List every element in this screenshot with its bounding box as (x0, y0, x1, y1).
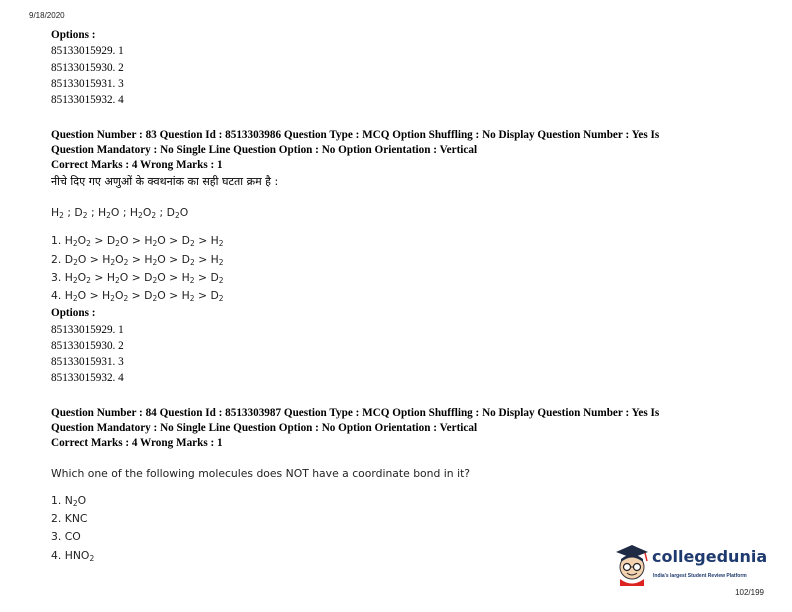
option-item: 85133015930. 2 (51, 61, 124, 74)
answer-choice: 2. $D_2O > H_2O_2 > H_2O > D_2 > H_2$ (51, 252, 224, 267)
option-item: 85133015931. 3 (51, 356, 124, 369)
top-options-block (51, 28, 741, 108)
logo-wordmark: collegedunia (652, 547, 768, 566)
question-marks: Correct Marks : 4 Wrong Marks : 1 (51, 436, 223, 449)
option-list (51, 43, 741, 108)
molecule-list: $H_2$ ; $D_2$ ; $H_2O$ ; $H_2O_2$ ; $D_2O$ (51, 206, 189, 221)
print-date: 9/18/2020 (29, 11, 65, 20)
option-item: 85133015932. 4 (51, 372, 124, 385)
option-item: 85133015929. 1 (51, 323, 124, 336)
page-content (51, 28, 741, 565)
logo-tagline: India's largest Student Review Platform (653, 573, 747, 579)
answer-choice: 1. $H_2O_2 > D_2O > H_2O > D_2 > H_2$ (51, 234, 224, 249)
answer-choice: 3. $H_2O_2 > H_2O > D_2O > H_2 > D_2$ (51, 270, 224, 285)
question-83 (51, 128, 741, 386)
question-header-line: Question Number : 84 Question Id : 8513303987 Question Type : MCQ Option Shuffling : No Display Question Number : Yes Is (51, 406, 660, 419)
answer-choice: 1. $N_2O$ (51, 493, 87, 508)
answer-choice: 4. $H_2O > H_2O_2 > D_2O > H_2 > D_2$ (51, 289, 224, 304)
mascot-icon (612, 542, 652, 586)
option-item: 85133015930. 2 (51, 340, 124, 353)
question-84 (51, 406, 741, 565)
question-header-line: Question Mandatory : No Single Line Question Option : No Option Orientation : Vertical (51, 144, 478, 157)
page-number: 102/199 (735, 588, 764, 597)
question-text: नीचे दिए गए अणुओं के क्वथनांक का सही घटता क्रम है : (51, 175, 279, 189)
answer-choice: 2. KNC (51, 511, 88, 525)
option-item: 85133015931. 3 (51, 77, 124, 90)
option-list (51, 322, 741, 387)
options-label: Options : (51, 29, 96, 41)
answer-choice: 4. $HNO_2$ (51, 548, 95, 563)
question-text: Which one of the following molecules does NOT have a coordinate bond in it? (51, 466, 471, 480)
collegedunia-logo (612, 542, 768, 590)
answer-choices (51, 232, 741, 305)
option-item: 85133015932. 4 (51, 94, 124, 107)
question-header-line: Question Number : 83 Question Id : 8513303986 Question Type : MCQ Option Shuffling : No Display Question Number : Yes Is (51, 129, 660, 142)
question-marks: Correct Marks : 4 Wrong Marks : 1 (51, 159, 223, 172)
option-item: 85133015929. 1 (51, 45, 124, 58)
options-label: Options : (51, 307, 96, 320)
question-header-line: Question Mandatory : No Single Line Question Option : No Option Orientation : Vertical (51, 421, 478, 434)
answer-choice: 3. CO (51, 530, 81, 544)
